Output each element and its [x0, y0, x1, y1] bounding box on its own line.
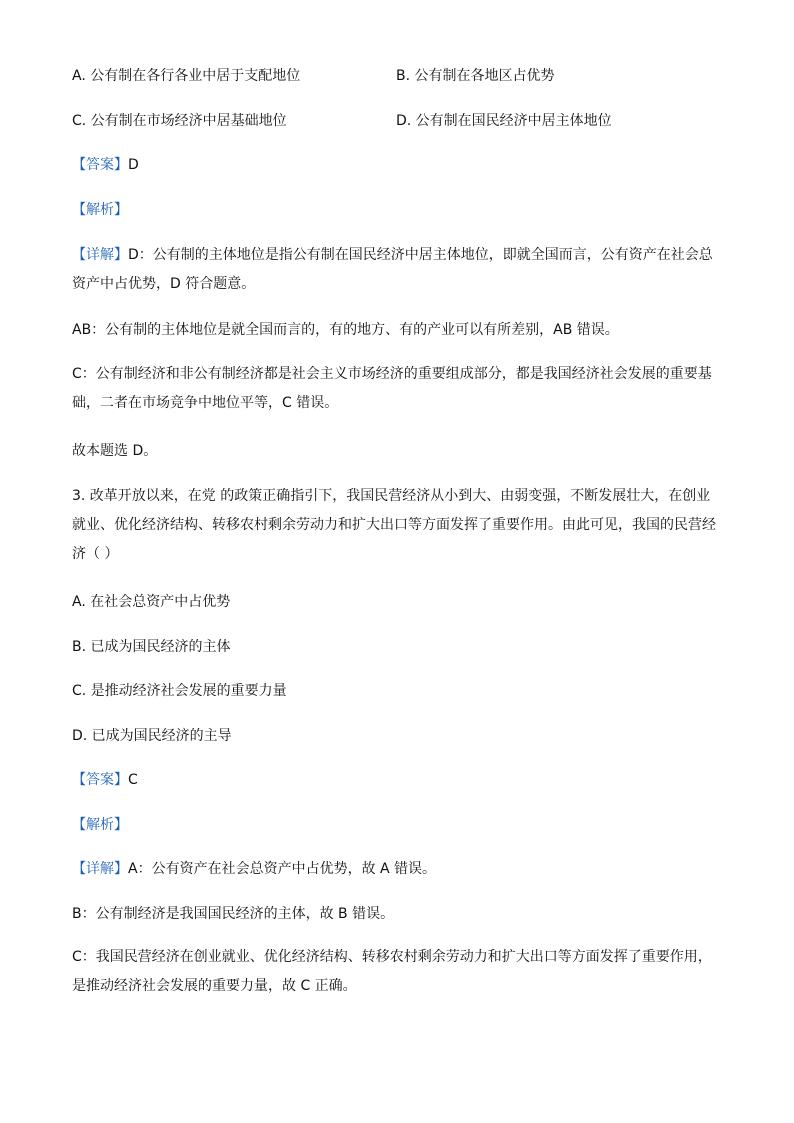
q2-analysis-tag: 【解析】	[72, 202, 128, 218]
q3-option-a: A. 在社会总资产中占优势	[72, 594, 231, 610]
q3-analysis-tag: 【解析】	[72, 817, 128, 833]
q3-option-c: C. 是推动经济社会发展的重要力量	[72, 683, 287, 699]
q2-option-c: C. 公有制在市场经济中居基础地位	[72, 113, 287, 129]
q2-option-a: A. 公有制在各行各业中居于支配地位	[72, 68, 301, 84]
q2-detail-paragraph	[72, 241, 724, 299]
q2-option-d: D. 公有制在国民经济中居主体地位	[396, 113, 612, 129]
q3-detail-line	[72, 859, 436, 879]
q2-c-explanation: C：公有制经济和非公有制经济都是社会主义市场经济的重要组成部分，都是我国经济社会发展的重要基础，二者在市场竞争中地位平等，C 错误。	[72, 366, 712, 411]
q3-c-explanation: C：我国民营经济在创业就业、优化经济结构、转移农村剩余劳动力和扩大出口等方面发挥了重要作用，是推动经济社会发展的重要力量，故 C 正确。	[72, 949, 712, 994]
q3-answer-tag: 【答案】	[72, 772, 128, 788]
q2-ab-explanation: AB：公有制的主体地位是就全国而言的，有的地方、有的产业可以有所差别，AB 错误。	[72, 322, 619, 338]
q2-conclusion: 故本题选 D。	[72, 443, 158, 459]
q2-option-b: B. 公有制在各地区占优势	[396, 68, 555, 84]
q3-detail-text: A：公有资产在社会总资产中占优势，故 A 错误。	[128, 861, 437, 877]
q2-detail-tag: 【详解】	[72, 247, 128, 263]
q3-option-d: D. 已成为国民经济的主导	[72, 728, 232, 744]
q3-b-explanation: B：公有制经济是我国国民经济的主体，故 B 错误。	[72, 906, 395, 922]
q3-option-b: B. 已成为国民经济的主体	[72, 639, 231, 655]
q2-answer-value: D	[128, 157, 139, 173]
q3-stem: 3. 改革开放以来，在党 的政策正确指引下，我国民营经济从小到大、由弱变强，不断发展壮大，在创业就业、优化经济结构、转移农村剩余劳动力和扩大出口等方面发挥了重要作用。由此可见，我国的民营经济（ ）	[72, 488, 716, 562]
q3-detail-tag: 【详解】	[72, 861, 128, 877]
q2-answer-tag: 【答案】	[72, 157, 128, 173]
q2-analysis-heading	[72, 200, 128, 220]
q2-detail-text: D：公有制的主体地位是指公有制在国民经济中居主体地位，即就全国而言，公有资产在社会总资产中占优势，D 符合题意。	[72, 247, 713, 292]
q3-answer	[72, 770, 138, 790]
q3-analysis-heading	[72, 815, 128, 835]
q2-answer	[72, 155, 139, 175]
q3-answer-value: C	[128, 772, 138, 788]
